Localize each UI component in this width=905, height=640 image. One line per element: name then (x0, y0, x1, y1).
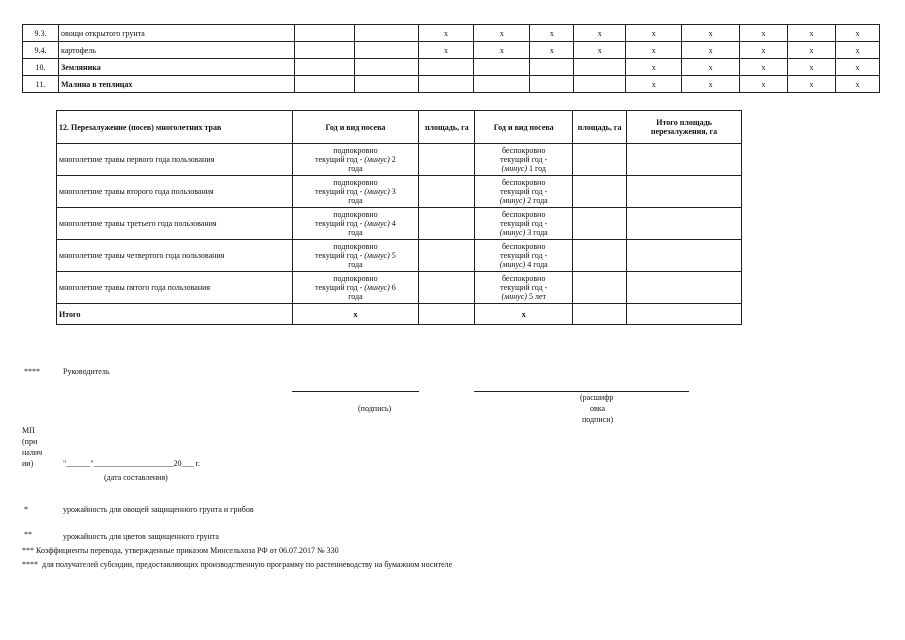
grass-table-header (57, 111, 742, 144)
sowing-year: текущий год - (минус) 2 (315, 155, 396, 164)
sowing-year: текущий год - (500, 187, 548, 196)
area-under-cover[interactable] (419, 272, 475, 304)
area-under-cover[interactable] (419, 240, 475, 272)
row-number: 9.3. (23, 25, 59, 42)
crop-cell: x (835, 42, 879, 59)
date-line[interactable]: "______"____________________20___ г. (63, 459, 200, 468)
crop-cell: x (740, 25, 788, 42)
total-resowing-area[interactable] (627, 144, 742, 176)
signature-mark: **** (24, 367, 40, 376)
signature-line[interactable] (292, 391, 419, 392)
area-under-cover[interactable] (419, 176, 475, 208)
crop-name: Земляника (58, 59, 294, 76)
crop-cell: x (574, 25, 626, 42)
total-resowing-area[interactable] (627, 176, 742, 208)
grass-row (57, 240, 742, 272)
footnote-3-mark: *** (22, 546, 34, 555)
sowing-year: текущий год - (минус) 3 (315, 187, 396, 196)
sowing-type: беспокровно (501, 242, 546, 251)
row-number: 10. (23, 59, 59, 76)
row-number: 11. (23, 76, 59, 93)
crop-cell: x (418, 42, 474, 59)
crop-cell[interactable] (530, 59, 574, 76)
decode-line[interactable] (474, 391, 689, 392)
sowing-unit: (минус) 2 года (499, 196, 548, 205)
total-resowing-area[interactable] (627, 240, 742, 272)
crop-cell[interactable] (474, 59, 530, 76)
sowing-unit: года (348, 292, 363, 301)
sowing-type: беспокровно (501, 274, 546, 283)
area-no-cover[interactable] (573, 208, 627, 240)
sowing-no-cover (475, 144, 573, 176)
crop-cell: x (740, 76, 788, 93)
area-under-cover[interactable] (419, 208, 475, 240)
crop-cell[interactable] (354, 42, 418, 59)
sowing-type: беспокровно (501, 178, 546, 187)
crop-row (23, 25, 880, 42)
total-resowing-area[interactable] (627, 208, 742, 240)
sowing-no-cover (475, 208, 573, 240)
stamp-label-3: налич (22, 448, 43, 457)
header-total-area: Итого площадь перезалужения, га (627, 111, 742, 144)
sowing-unit: года (348, 260, 363, 269)
crop-cell[interactable] (294, 25, 354, 42)
sowing-type: подпокровно (333, 178, 378, 187)
decode-caption-3: подписи) (582, 415, 614, 424)
sowing-year: текущий год - (500, 283, 548, 292)
crop-cell: x (740, 59, 788, 76)
total-label: Итого (57, 304, 293, 325)
total-x-2: x (475, 304, 573, 325)
total-resowing-area[interactable] (627, 272, 742, 304)
sowing-type: подпокровно (333, 146, 378, 155)
crop-cell[interactable] (574, 76, 626, 93)
crop-cell: x (626, 42, 682, 59)
area-no-cover[interactable] (573, 240, 627, 272)
crop-cell[interactable] (294, 76, 354, 93)
crop-name: овощи открытого грунта (58, 25, 294, 42)
crop-row (23, 42, 880, 59)
header-sowing-year-2: Год и вид посева (475, 111, 573, 144)
sowing-unit: (минус) 4 года (499, 260, 548, 269)
crop-cell: x (574, 42, 626, 59)
sowing-year: текущий год - (500, 251, 548, 260)
header-area-1: площадь, га (419, 111, 475, 144)
total-x-1: x (292, 304, 419, 325)
total-sum[interactable] (627, 304, 742, 325)
crop-cell: x (682, 42, 740, 59)
grass-row (57, 144, 742, 176)
grass-row (57, 208, 742, 240)
crop-cell: x (788, 25, 836, 42)
crop-cell: x (788, 76, 836, 93)
decode-caption-1: (расшифр (580, 393, 614, 402)
sowing-year: текущий год - (минус) 4 (315, 219, 396, 228)
crop-row (23, 59, 880, 76)
crop-cell[interactable] (354, 59, 418, 76)
sowing-type: подпокровно (333, 210, 378, 219)
header-area-2: площадь, га (573, 111, 627, 144)
grass-row (57, 272, 742, 304)
sowing-unit: года (348, 196, 363, 205)
sowing-year: текущий год - (минус) 6 (315, 283, 396, 292)
footnote-3-text: Коэффициенты перевода, утвержденные приказом Минсельхоза РФ от 06.07.2017 № 330 (36, 546, 339, 555)
sowing-no-cover (475, 176, 573, 208)
crop-row (23, 76, 880, 93)
crop-name: картофель (58, 42, 294, 59)
crop-cell: x (474, 42, 530, 59)
sowing-year: текущий год - (500, 155, 548, 164)
total-area-2[interactable] (573, 304, 627, 325)
grass-label: многолетние травы третьего года пользования (57, 208, 293, 240)
sowing-under-cover (292, 272, 419, 304)
role-label: Руководитель (63, 367, 110, 376)
sowing-type: беспокровно (501, 146, 546, 155)
crop-cell[interactable] (474, 76, 530, 93)
total-row (57, 304, 742, 325)
crop-cell: x (682, 59, 740, 76)
crop-cell: x (835, 76, 879, 93)
footnote-2-text: урожайность для цветов защищенного грунта (63, 532, 219, 541)
crop-cell[interactable] (354, 76, 418, 93)
grass-label: многолетние травы пятого года пользования (57, 272, 293, 304)
crops-table (22, 24, 880, 93)
sowing-year: текущий год - (500, 219, 548, 228)
crop-cell[interactable] (418, 76, 474, 93)
footnote-2-mark: ** (24, 530, 32, 539)
crop-cell[interactable] (294, 59, 354, 76)
header-sowing-year-1: Год и вид посева (292, 111, 419, 144)
footnote-4 (22, 560, 462, 570)
crop-cell[interactable] (294, 42, 354, 59)
decode-caption-2: овка (590, 404, 606, 413)
sowing-under-cover (292, 240, 419, 272)
sowing-type: подпокровно (333, 242, 378, 251)
row-number: 9.4. (23, 42, 59, 59)
stamp-label-1: МП (22, 426, 35, 435)
sowing-no-cover (475, 240, 573, 272)
crop-cell: x (835, 25, 879, 42)
sowing-unit: (минус) 1 год (501, 164, 546, 173)
crop-cell[interactable] (354, 25, 418, 42)
sowing-type: беспокровно (501, 210, 546, 219)
crop-cell[interactable] (574, 59, 626, 76)
crop-cell: x (788, 42, 836, 59)
crop-cell: x (626, 25, 682, 42)
area-no-cover[interactable] (573, 144, 627, 176)
sowing-under-cover (292, 144, 419, 176)
date-caption: (дата составления) (104, 473, 168, 482)
footnote-1-mark: * (24, 505, 28, 514)
crop-cell[interactable] (418, 59, 474, 76)
footnote-1-text: урожайность для овощей защищенного грунта и грибов (63, 505, 254, 514)
sowing-no-cover (475, 272, 573, 304)
crop-name: Малина в теплицах (58, 76, 294, 93)
grass-row (57, 176, 742, 208)
crop-cell: x (530, 42, 574, 59)
crop-cell: x (788, 59, 836, 76)
sowing-unit: года (348, 164, 363, 173)
stamp-label-4: ии) (22, 459, 34, 468)
total-area-1[interactable] (419, 304, 475, 325)
footnote-3 (22, 546, 339, 555)
area-no-cover[interactable] (573, 176, 627, 208)
crop-cell[interactable] (530, 76, 574, 93)
crop-cell: x (740, 42, 788, 59)
stamp-label-2: (при (22, 437, 38, 446)
sowing-type: подпокровно (333, 274, 378, 283)
area-no-cover[interactable] (573, 272, 627, 304)
grass-resowing-table (56, 110, 742, 325)
crop-cell: x (418, 25, 474, 42)
grass-label: многолетние травы второго года пользования (57, 176, 293, 208)
grass-label: многолетние травы первого года пользования (57, 144, 293, 176)
sowing-year: текущий год - (минус) 5 (315, 251, 396, 260)
sowing-unit: года (348, 228, 363, 237)
grass-label: многолетние травы четвертого года пользования (57, 240, 293, 272)
sign-caption: (подпись) (358, 404, 392, 413)
footnote-4-mark: **** (22, 560, 38, 569)
crop-cell: x (626, 59, 682, 76)
sowing-under-cover (292, 176, 419, 208)
crop-cell: x (682, 76, 740, 93)
sowing-unit: (минус) 5 лет (501, 292, 546, 301)
crop-cell: x (474, 25, 530, 42)
crop-cell: x (530, 25, 574, 42)
crop-cell: x (682, 25, 740, 42)
crop-cell: x (626, 76, 682, 93)
crop-cell: x (835, 59, 879, 76)
sowing-under-cover (292, 208, 419, 240)
sowing-unit: (минус) 3 года (499, 228, 548, 237)
footnote-4-text: для получателей субсидии, предоставляющих производственную программу по растениеводству на бумажном носителе (42, 560, 453, 569)
header-section: 12. Перезалужение (посев) многолетних трав (57, 111, 293, 144)
area-under-cover[interactable] (419, 144, 475, 176)
